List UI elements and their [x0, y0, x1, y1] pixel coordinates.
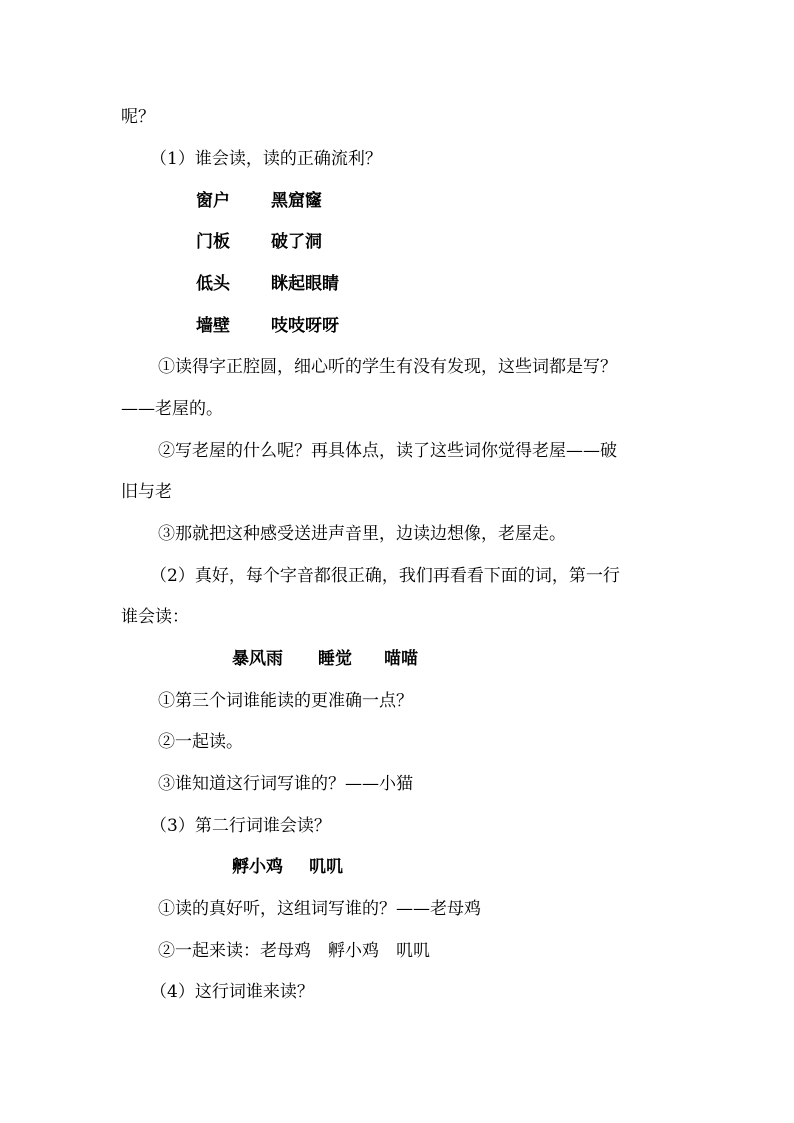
- text-line: ①读得字正腔圆，细心听的学生有没有发现，这些词都是写？: [158, 357, 617, 377]
- text-line: ②一起读。: [158, 732, 243, 752]
- question-2: （2）真好，每个字音都很正确，我们再看看下面的词，第一行: [150, 566, 620, 586]
- word-sleep: 睡觉: [318, 649, 352, 669]
- word-squint: 眯起眼睛: [271, 274, 339, 294]
- word-chirp: 叽叽: [309, 857, 343, 877]
- word-storm: 暴风雨: [232, 649, 283, 669]
- word-broken-hole: 破了洞: [271, 232, 322, 252]
- text-line: ③谁知道这行词写谁的？——小猫: [158, 774, 413, 794]
- text-line: ②一起来读：老母鸡 孵小鸡 叽叽: [158, 941, 430, 961]
- word-creak: 吱吱呀呀: [271, 316, 339, 336]
- word-black-hole: 黑窟窿: [271, 191, 322, 211]
- text-line: ——老屋的。: [121, 399, 223, 419]
- word-window: 窗户: [196, 191, 230, 211]
- question-3: （3）第二行词谁会读？: [150, 816, 331, 836]
- word-hatch-chicks: 孵小鸡: [232, 857, 283, 877]
- word-meow: 喵喵: [384, 649, 418, 669]
- word-door: 门板: [196, 232, 230, 252]
- word-lower-head: 低头: [196, 274, 230, 294]
- text-line: 谁会读：: [121, 607, 189, 627]
- text-line: ②写老屋的什么呢？再具体点，读了这些词你觉得老屋——破: [158, 441, 617, 461]
- text-line: 旧与老: [121, 482, 172, 502]
- word-wall: 墙壁: [196, 316, 230, 336]
- text-line: ①第三个词谁能读的更准确一点？: [158, 691, 413, 711]
- text-line: ③那就把这种感受送进声音里，边读边想像，老屋走。: [158, 524, 566, 544]
- text-line: 呢？: [121, 107, 155, 127]
- question-1: （1）谁会读，读的正确流利？: [150, 149, 382, 169]
- text-line: ①读的真好听，这组词写谁的？——老母鸡: [158, 899, 481, 919]
- question-4: （4）这行词谁来读？: [150, 982, 314, 1002]
